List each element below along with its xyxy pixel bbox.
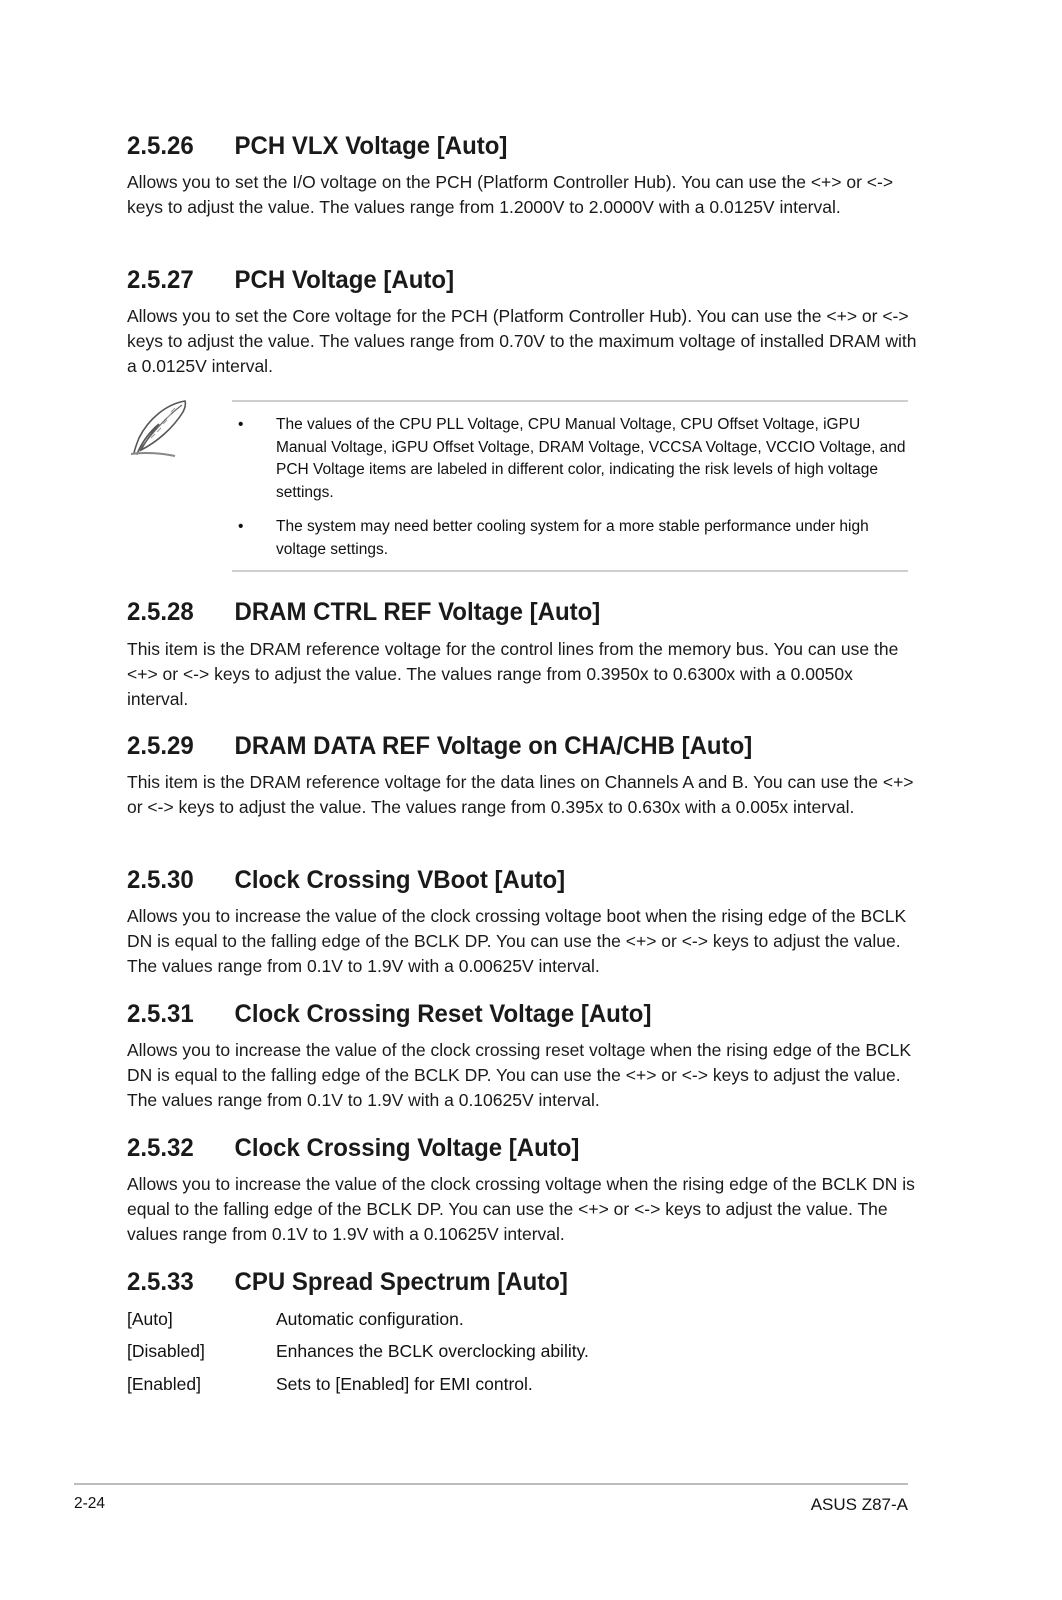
option-key: [Enabled] xyxy=(127,1374,201,1394)
section-title: DRAM DATA REF Voltage on CHA/CHB [Auto] xyxy=(234,732,753,760)
bullet: • xyxy=(238,416,244,433)
section-number: 2.5.31 xyxy=(127,1000,194,1028)
section-body-2-5-26: Allows you to set the I/O voltage on the PCH (Platform Controller Hub). You can use the <+> or <-> keys to adjust the value. The values range from 1.2000V to 2.0000V with a 0.0125V interval. xyxy=(127,172,894,217)
section-heading-2-5-29 xyxy=(127,731,752,761)
section-heading-2-5-33 xyxy=(127,1267,568,1297)
section-title: Clock Crossing VBoot [Auto] xyxy=(234,866,566,894)
section-body-2-5-27: Allows you to set the Core voltage for the PCH (Platform Controller Hub). You can use the <+> or <-> keys to adjust the value. The values range from 0.70V to the maximum voltage of installed DRAM with a 0.0125V interval. xyxy=(127,306,917,376)
section-body-2-5-30: Allows you to increase the value of the clock crossing voltage boot when the rising edge of the BCLK DN is equal to the falling edge of the BCLK DP. You can use the <+> or <-> keys to adjust the value. The values range from 0.1V to 1.9V with a 0.00625V interval. xyxy=(127,906,907,976)
page-number: 2-24 xyxy=(74,1495,106,1512)
note-text: The system may need better cooling system for a more stable performance under high voltage settings. xyxy=(276,518,869,558)
bullet: • xyxy=(238,518,244,535)
section-title: Clock Crossing Voltage [Auto] xyxy=(234,1134,580,1162)
section-heading-2-5-30 xyxy=(127,865,565,895)
section-body-2-5-31: Allows you to increase the value of the clock crossing reset voltage when the rising edge of the BCLK DN is equal to the falling edge of the BCLK DP. You can use the <+> or <-> keys to adjust the value. The values range from 0.1V to 1.9V with a 0.10625V interval. xyxy=(127,1040,912,1110)
section-heading-2-5-28 xyxy=(127,597,600,627)
section-heading-2-5-31 xyxy=(127,999,651,1029)
section-title: PCH Voltage [Auto] xyxy=(234,266,455,294)
footer-divider xyxy=(74,1483,908,1485)
section-number: 2.5.27 xyxy=(127,266,194,294)
feather-pen-icon xyxy=(127,398,191,460)
section-title: CPU Spread Spectrum [Auto] xyxy=(234,1268,568,1296)
option-key: [Auto] xyxy=(127,1309,173,1329)
section-body-2-5-28: This item is the DRAM reference voltage for the control lines from the memory bus. You can use the <+> or <-> keys to adjust the value. The values range from 0.3950x to 0.6300x with a 0.0050x interval. xyxy=(127,639,899,709)
note-text: The values of the CPU PLL Voltage, CPU Manual Voltage, CPU Offset Voltage, iGPU Manual Voltage, iGPU Offset Voltage, DRAM Voltage, VCCSA Voltage, VCCIO Voltage, and PCH Voltage items are labeled in different color, indicating the risk levels of high voltage settings. xyxy=(276,416,906,501)
option-description: Enhances the BCLK overclocking ability. xyxy=(276,1341,589,1361)
note-box xyxy=(232,400,908,572)
option-description: Automatic configuration. xyxy=(276,1309,464,1329)
section-heading-2-5-27 xyxy=(127,265,454,295)
section-number: 2.5.28 xyxy=(127,598,194,626)
option-description: Sets to [Enabled] for EMI control. xyxy=(276,1374,533,1394)
section-number: 2.5.29 xyxy=(127,732,194,760)
section-heading-2-5-32 xyxy=(127,1133,579,1163)
section-number: 2.5.30 xyxy=(127,866,194,894)
option-key: [Disabled] xyxy=(127,1341,205,1361)
section-number: 2.5.26 xyxy=(127,132,194,160)
section-title: DRAM CTRL REF Voltage [Auto] xyxy=(234,598,601,626)
section-number: 2.5.33 xyxy=(127,1268,194,1296)
section-body-2-5-32: Allows you to increase the value of the clock crossing voltage when the rising edge of the BCLK DN is equal to the falling edge of the BCLK DP. You can use the <+> or <-> keys to adjust the value. The values range from 0.1V to 1.9V with a 0.10625V interval. xyxy=(127,1174,915,1244)
section-number: 2.5.32 xyxy=(127,1134,194,1162)
section-title: PCH VLX Voltage [Auto] xyxy=(234,132,508,160)
product-name: ASUS Z87-A xyxy=(810,1495,908,1514)
section-heading-2-5-26 xyxy=(127,131,507,161)
section-body-2-5-29: This item is the DRAM reference voltage for the data lines on Channels A and B. You can use the <+> or <-> keys to adjust the value. The values range from 0.395x to 0.630x with a 0.005x interval. xyxy=(127,772,914,817)
section-title: Clock Crossing Reset Voltage [Auto] xyxy=(234,1000,652,1028)
